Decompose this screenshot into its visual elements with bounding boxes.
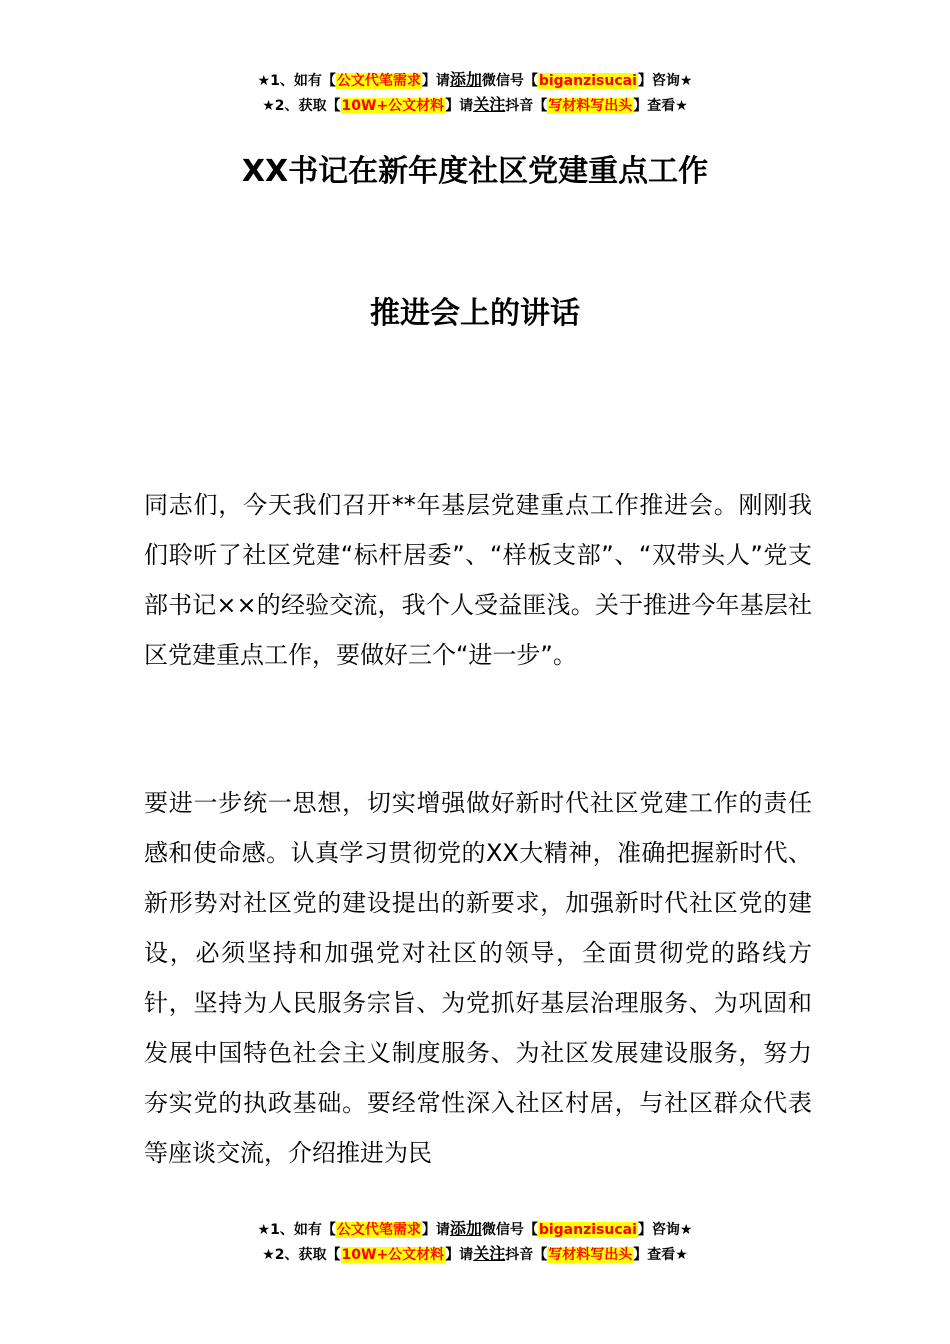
document-title-line-1: XX书记在新年度社区党建重点工作 bbox=[241, 154, 709, 189]
body-paragraph-2: 要进一步统一思想，切实增强做好新时代社区党建工作的责任感和使命感。认真学习贯彻党的XX大精神，准确把握新时代、新形势对社区党的建设提出的新要求，加强新时代社区党的建设，必须坚持和加强党对社区的领导，全面贯彻党的路线方针，坚持为人民服务宗旨、为党抓好基层治理服务、为巩固和发展中国特色社会主义制度服务、为社区发展建设服务，努力夯实党的执政基础。要经常性深入社区村居，与社区群众代表等座谈交流，介绍推进为民 bbox=[144, 789, 812, 1167]
banner-line-1-prefix: ★1、如有【 bbox=[257, 73, 336, 89]
banner-line-2-prefix: ★2、获取【 bbox=[262, 98, 341, 114]
footer-banner-line-2 bbox=[0, 1242, 950, 1267]
footer-line-2-mid1: 】请 bbox=[445, 1247, 474, 1263]
footer-line-2-prefix: ★2、获取【 bbox=[262, 1247, 341, 1263]
document-title-line-2: 推进会上的讲话 bbox=[370, 296, 580, 331]
footer-line-1-prefix: ★1、如有【 bbox=[257, 1222, 336, 1238]
banner-line-2-mid2: 抖音【 bbox=[505, 98, 548, 114]
banner-line-2-mid1: 】请 bbox=[445, 98, 474, 114]
banner-line-2 bbox=[0, 93, 950, 118]
footer-highlight-service: 公文代笔需求 bbox=[336, 1222, 421, 1238]
body-paragraph-1: 同志们，今天我们召开**年基层党建重点工作推进会。刚刚我们聆听了社区党建“标杆居委”、“样板支部”、“双带头人”党支部书记××的经验交流，我个人受益匪浅。关于推进今年基层社区党建重点工作，要做好三个“进一步”。 bbox=[144, 491, 812, 669]
footer-banner bbox=[0, 1217, 950, 1267]
banner-highlight-service: 公文代笔需求 bbox=[336, 73, 421, 89]
banner-line-2-emphasis: 关注 bbox=[473, 95, 506, 114]
banner-line-1 bbox=[0, 68, 950, 93]
footer-line-1-mid1: 】请 bbox=[421, 1222, 450, 1238]
banner-line-1-mid2: 微信号【 bbox=[481, 73, 538, 89]
footer-highlight-douyin-id: 写材料写出头 bbox=[548, 1247, 633, 1263]
footer-banner-line-1 bbox=[0, 1217, 950, 1242]
footer-line-1-emphasis: 添加 bbox=[449, 1219, 482, 1238]
banner-line-2-suffix: 】查看★ bbox=[633, 98, 688, 114]
banner-line-1-suffix: 】咨询★ bbox=[637, 73, 693, 89]
footer-line-1-suffix: 】咨询★ bbox=[637, 1222, 693, 1238]
banner-line-1-mid1: 】请 bbox=[421, 73, 450, 89]
header-banner bbox=[0, 68, 950, 118]
footer-highlight-wechat-id: biganzisucai bbox=[538, 1222, 637, 1238]
banner-highlight-wechat-id: biganzisucai bbox=[538, 73, 637, 89]
banner-line-1-emphasis: 添加 bbox=[449, 70, 482, 89]
banner-highlight-douyin-id: 写材料写出头 bbox=[548, 98, 633, 114]
footer-line-2-emphasis: 关注 bbox=[473, 1244, 506, 1263]
footer-highlight-materials: 10W+公文材料 bbox=[341, 1247, 445, 1263]
footer-line-2-mid2: 抖音【 bbox=[505, 1247, 548, 1263]
footer-line-1-mid2: 微信号【 bbox=[481, 1222, 538, 1238]
footer-line-2-suffix: 】查看★ bbox=[633, 1247, 688, 1263]
banner-highlight-materials: 10W+公文材料 bbox=[341, 98, 445, 114]
